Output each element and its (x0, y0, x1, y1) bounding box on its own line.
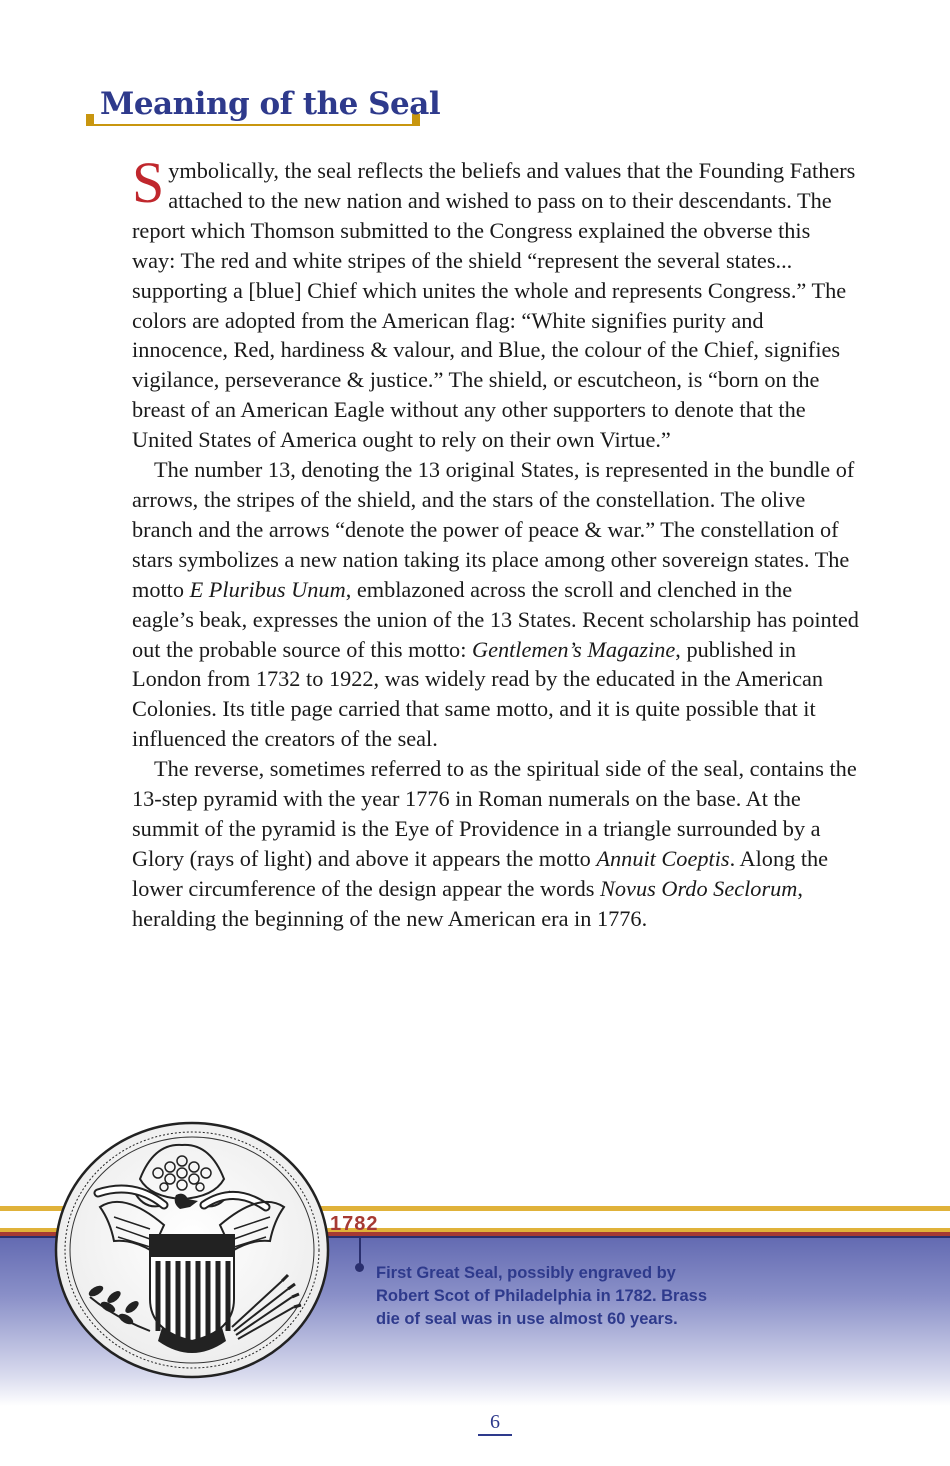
great-seal-image (54, 1121, 330, 1379)
paragraph-1 (132, 150, 859, 455)
heading-bracket-left (86, 114, 94, 126)
paragraph-2-text: , published in London from 1732 to 1922, was widely read by the educated in the American Colonies. Its title page carried that same motto, and it is quite possible that it influenced the creators of the seal. (132, 636, 824, 752)
seal-caption: First Great Seal, possibly engraved by Robert Scot of Philadelphia in 1782. Brass die of seal was in use almost 60 years. (376, 1264, 708, 1328)
paragraph-3-text: , heralding the beginning of the new American era in 1776. (132, 875, 803, 931)
section-heading (86, 86, 441, 126)
motto-annuit-coeptis: Annuit Coeptis (596, 845, 730, 871)
paragraph-2-text: The number 13, denoting the 13 original States, is represented in the bundle of arrows, the stripes of the shield, and the stars of the constellation. The olive branch and the arrows “denote the power of peace & war.” The constellation of stars symbolizes a new nation taking its place among other sovereign states. The motto (132, 457, 855, 602)
timeline-bullet-icon (355, 1263, 364, 1272)
paragraph-2-text: , emblazoned across the scroll and clenched in the eagle’s beak, expresses the union of the 13 States. Recent scholarship has pointed out the probable source of this motto: (132, 576, 859, 662)
paragraph-3-text: . Along the lower circumference of the design appear the words (132, 845, 829, 901)
shield (150, 1235, 234, 1341)
magazine-title: Gentlemen’s Magazine (471, 636, 676, 662)
motto-novus-ordo-seclorum: Novus Ordo Seclorum (600, 875, 798, 901)
page-number: 6 (478, 1410, 512, 1436)
paragraph-1-text: ymbolically, the seal reflects the beliefs and values that the Founding Fathers attached to the new nation and wished to pass on to their descendants. The report which Thomson submitted to the Congress explained the obverse this way: The red and white stripes of the shield “represent the several states... supporting a [blue] Chief which unites the whole and represents Congress.” The colors are adopted from the American flag: “White signifies purity and innocence, Red, hardiness & valour, and Blue, the colour of the Chief, signifies vigilance, perseverance & justice.” The shield, or escutcheon, is “born on the breast of an American Eagle without any other supporters to denote that the United States of America ought to rely on their own Virtue.” (132, 158, 856, 453)
paragraph-2 (132, 455, 859, 754)
paragraph-3 (132, 754, 859, 933)
drop-cap: S (132, 150, 165, 215)
motto-e-pluribus-unum: E Pluribus Unum (189, 576, 346, 602)
heading-underline (86, 124, 420, 126)
page-title: Meaning of the Seal (100, 86, 441, 122)
paragraph-3-text: The reverse, sometimes referred to as the spiritual side of the seal, contains the 13-step pyramid with the year 1776 in Roman numerals on the base. At the summit of the pyramid is the Eye of Providence in a triangle surrounded by a Glory (rays of light) and above it appears the motto (132, 756, 857, 871)
timeline-year: 1782 (330, 1213, 379, 1235)
timeline-tick (359, 1238, 361, 1266)
body-text (132, 150, 859, 934)
